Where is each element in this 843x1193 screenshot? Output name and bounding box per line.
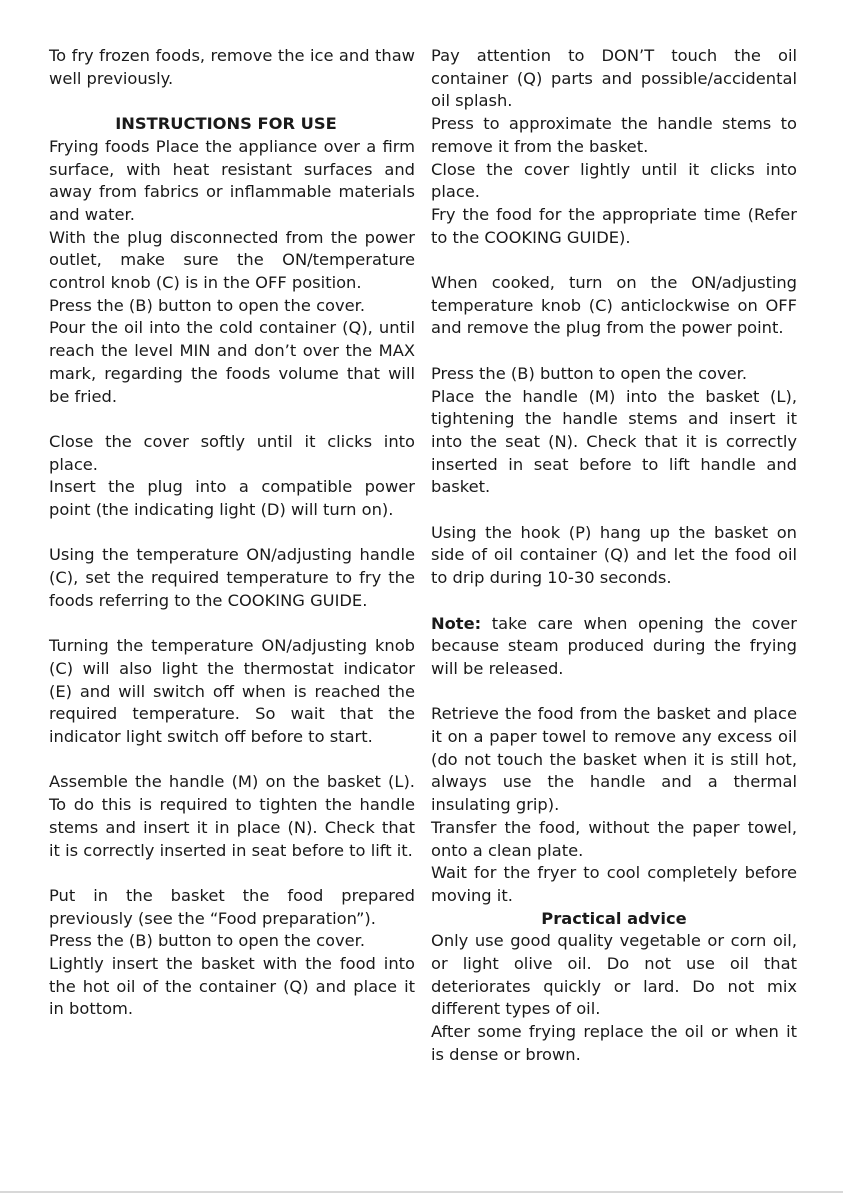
paragraph: Lightly insert the basket with the food into the hot oil of the container (Q) and place it in bottom. (49, 954, 415, 1019)
paragraph: Assemble the handle (M) on the basket (L). To do this is required to tighten the handle stems and insert it in place (N). Check that it is correctly inserted in seat before to lift it. (49, 772, 415, 860)
note-text: take care when opening the cover because steam produced during the frying will be released. (431, 613, 797, 678)
paragraph: Press the (B) button to open the cover. (49, 295, 366, 315)
paragraph: Press to approximate the handle stems to remove it from the basket. (431, 114, 797, 156)
paragraph: Wait for the fryer to cool completely before moving it. (431, 863, 797, 905)
right-column (431, 45, 797, 1067)
paragraph: Using the temperature ON/adjusting handle (C), set the required temperature to fry the foods referring to the COOKING GUIDE. (49, 545, 415, 610)
note-label: Note: (431, 613, 482, 633)
paragraph: Press the (B) button to open the cover. (49, 931, 366, 951)
paragraph: Pay attention to DON’T touch the oil container (Q) parts and possible/accidental oil splash. (431, 46, 797, 111)
note-paragraph (431, 613, 797, 681)
paragraph: Place the handle (M) into the basket (L), tightening the handle stems and insert it into the seat (N). Check that it is correctly inserted in seat before to lift handle and basket. (431, 386, 797, 497)
paragraph: After some frying replace the oil or when it is dense or brown. (431, 1022, 797, 1064)
intro-paragraph: To fry frozen foods, remove the ice and thaw well previously. (49, 46, 415, 88)
paragraph: Pour the oil into the cold container (Q), until reach the level MIN and don’t over the MAX mark, regarding the foods volume that will be fried. (49, 318, 415, 406)
paragraph: Fry the food for the appropriate time (Refer to the COOKING GUIDE). (431, 204, 797, 247)
paragraph: When cooked, turn on the ON/adjusting temperature knob (C) anticlockwise on OFF and remove the plug from the power point. (431, 273, 797, 338)
paragraph: With the plug disconnected from the power outlet, make sure the ON/temperature control knob (C) is in the OFF position. (49, 227, 415, 293)
left-column (49, 45, 415, 1021)
paragraph: Using the hook (P) hang up the basket on side of oil container (Q) and let the food oil to drip during 10-30 seconds. (431, 522, 797, 588)
paragraph: Only use good quality vegetable or corn oil, or light olive oil. Do not use oil that deteriorates quickly or lard. Do not mix different types of oil. (431, 931, 797, 1019)
paragraph: Turning the temperature ON/adjusting knob (C) will also light the thermostat indicator (E) and will switch off when is reached the required temperature. So wait that the indicator light switch off before to start. (49, 636, 415, 747)
section-heading-practical-advice: Practical advice (541, 908, 687, 928)
paragraph: Press the (B) button to open the cover. (431, 363, 748, 383)
paragraph: Put in the basket the food prepared previously (see the “Food preparation”). (49, 885, 415, 928)
paragraph: Transfer the food, without the paper towel, onto a clean plate. (431, 817, 797, 860)
paragraph: Frying foods Place the appliance over a firm surface, with heat resistant surfaces and away from fabrics or inflammable materials and water. (49, 136, 415, 224)
paragraph: Close the cover lightly until it clicks into place. (431, 159, 797, 202)
section-heading-instructions: INSTRUCTIONS FOR USE (115, 114, 337, 134)
paragraph: Insert the plug into a compatible power point (the indicating light (D) will turn on). (49, 477, 415, 520)
paragraph: Retrieve the food from the basket and place it on a paper towel to remove any excess oil (do not touch the basket when it is still hot, always use the handle and a thermal insulating grip). (431, 704, 797, 815)
paragraph: Close the cover softly until it clicks into place. (49, 431, 415, 474)
